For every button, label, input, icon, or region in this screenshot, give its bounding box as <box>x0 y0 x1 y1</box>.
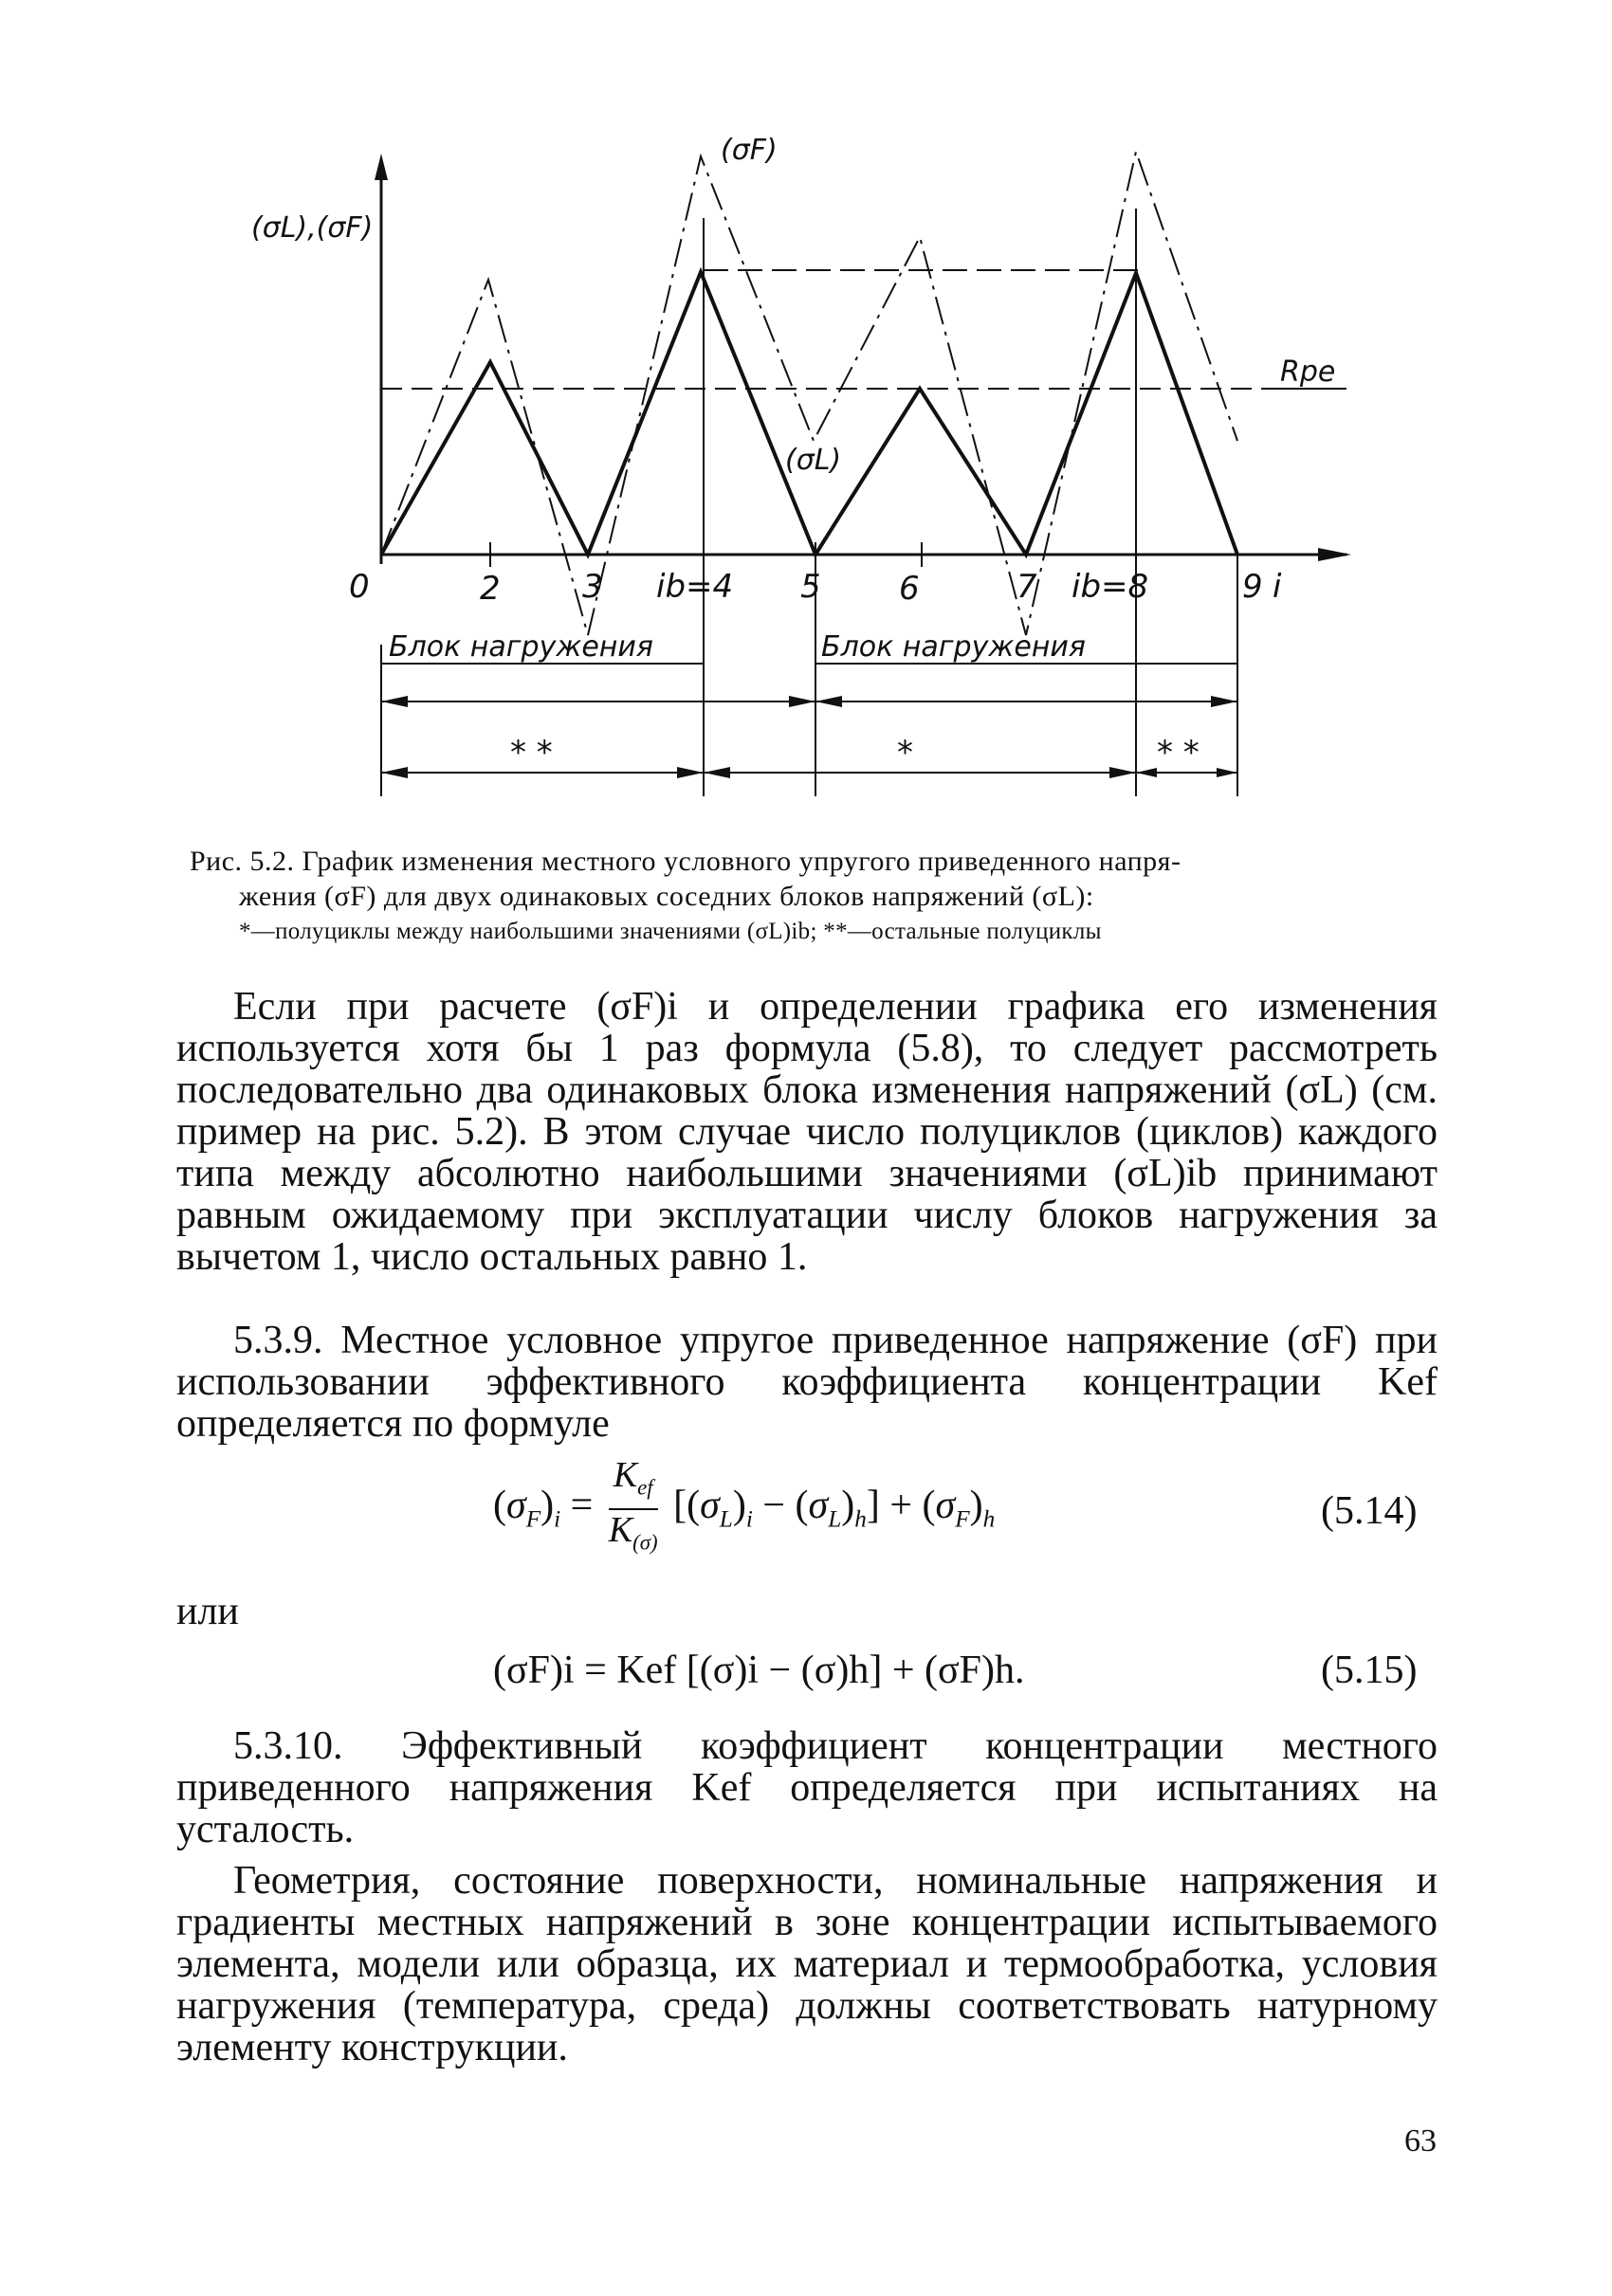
tick-9: 9 <box>1242 568 1263 606</box>
paragraph-1 <box>176 986 1438 1278</box>
y-axis-label: (σL),(σF) <box>251 211 374 245</box>
paragraph-1-text: Если при расчете (σF)i и определении графика его изменения используется хотя бы 1 раз формула (5.8), то следует рассмотреть последовательно два одинаковых блока изменения напряжений (σL) (см. пример на рис. 5.2). В этом случае число полуциклов (циклов) каждого типа между абсолютно наибольшими значениями (σL)ib принимают равным ожидаемому при эксплуатации числу блоков нагружения за вычетом 1, число остальных равно 1. <box>176 985 1438 1279</box>
y-axis-arrow <box>375 154 388 180</box>
tick-6: 6 <box>899 570 920 608</box>
paragraph-2-text: 5.3.9. Местное условное упругое приведенное напряжение (σF) при использовании эффективного коэффициента концентрации Kef определяется по формуле <box>176 1319 1438 1446</box>
or-word: или <box>176 1590 239 1633</box>
block-label-2: Блок нагружения <box>821 630 1086 664</box>
paragraph-2 <box>176 1320 1438 1445</box>
span-label-2: * <box>897 734 913 772</box>
paragraph-4-text: Геометрия, состояние поверхности, номинальные напряжения и градиенты местных напряжений в зоне концентрации испытываемого элемента, модели или образца, их материал и термообработка, условия нагружения (температура, среда) должны соответствовать натурному элементу конструкции. <box>176 1859 1438 2069</box>
sigma-l-label: (σL) <box>785 444 842 477</box>
tick-5: 5 <box>800 568 821 606</box>
caption-line-1: Рис. 5.2. График изменения местного условного упругого приведенного напря- <box>190 846 1182 877</box>
tick-2: 2 <box>480 570 501 608</box>
paragraph-3-text: 5.3.10. Эффективный коэффициент концентрации местного приведенного напряжения Kef определяется при испытаниях на усталость. <box>176 1724 1438 1851</box>
sigma-f-curve <box>381 152 1237 635</box>
paragraph-3 <box>176 1725 1438 1850</box>
tick-ib8: ib=8 <box>1072 568 1149 606</box>
block-label-1: Блок нагружения <box>389 630 653 664</box>
sigma-f-label: (σF) <box>721 134 778 167</box>
stress-cycle-figure <box>218 114 1432 815</box>
x-axis-arrow <box>1318 548 1351 561</box>
equation-fraction: $\frac{K_{ef}}{K_{(\sigma)}}$ <box>608 1455 658 1555</box>
tick-7: 7 <box>1017 568 1037 606</box>
tick-3: 3 <box>582 568 603 606</box>
span-label-3: * * <box>1157 734 1200 772</box>
span-label-1: * * <box>510 734 553 772</box>
equation-5-14: $(\sigma_F)_i$ = $\frac{K_{ef}}{K_{(\sigma)}}$ $[(\sigma_L)_i - (\sigma_L)_h] + (\sigma_F)_h$ <box>493 1455 995 1562</box>
equation-5-14-number: (5.14) <box>1321 1489 1418 1533</box>
page-number: 63 <box>1404 2123 1437 2159</box>
stress-graph <box>218 114 1432 815</box>
paragraph-4 <box>176 1860 1438 2068</box>
origin-label: 0 <box>349 568 370 606</box>
x-axis-label: i <box>1273 568 1282 606</box>
caption-line-2: жения (σF) для двух одинаковых соседних блоков напряжений (σL): <box>239 881 1094 912</box>
tick-ib4: ib=4 <box>656 568 734 606</box>
figure-caption <box>190 844 1441 949</box>
sigma-l-curve <box>381 272 1237 555</box>
rpe-label: Rpe <box>1280 355 1336 389</box>
equation-5-15-number: (5.15) <box>1321 1649 1418 1692</box>
equation-5-15: (σF)i = Kef [(σ)i − (σ)h] + (σF)h. <box>493 1649 1025 1692</box>
caption-line-3: *—полуциклы между наибольшими значениями (σL)ib; **—остальные полуциклы <box>239 919 1102 944</box>
